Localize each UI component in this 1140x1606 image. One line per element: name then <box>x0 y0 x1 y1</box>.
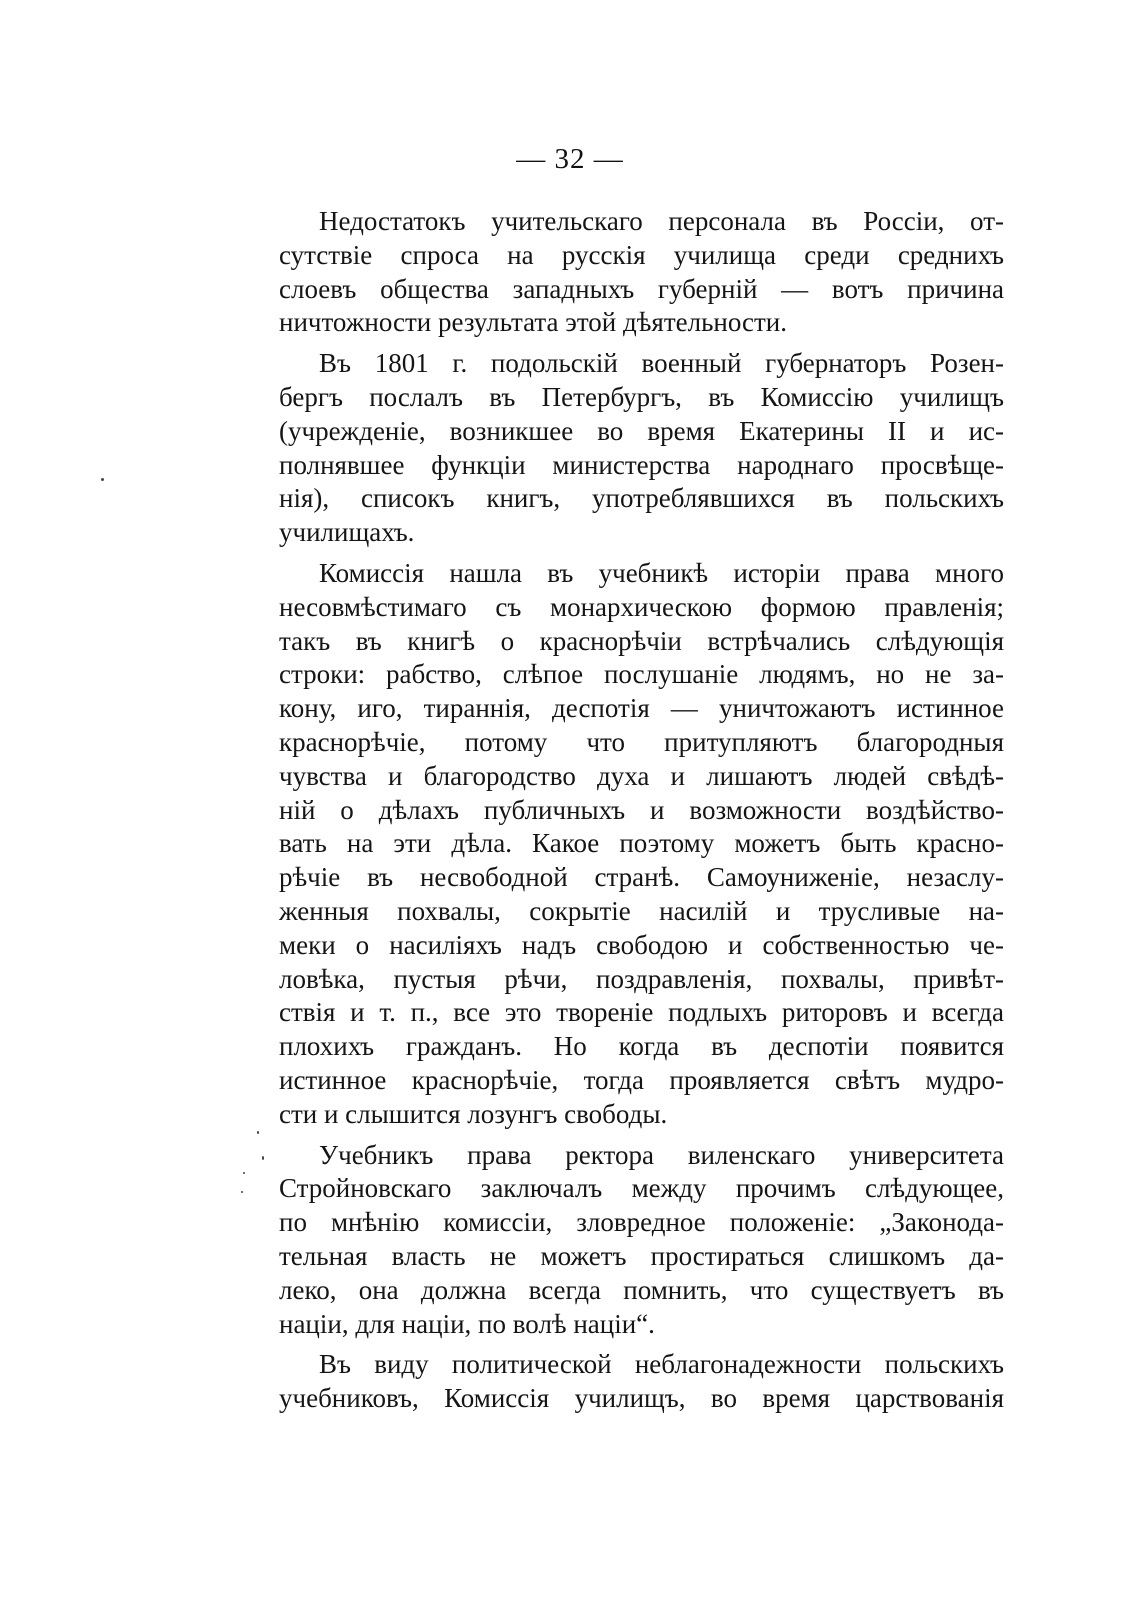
text-line: слоевъ общества западныхъ губерній — вотъ причина <box>279 273 1004 304</box>
text-line: училищахъ. <box>279 517 415 548</box>
text-line: Въ виду политической неблагонадежности польскихъ <box>319 1349 1004 1380</box>
scan-speck <box>241 1191 243 1193</box>
text-line: ній о дѣлахъ публичныхъ и возможности воздѣйство- <box>279 794 1004 825</box>
scan-speck <box>262 1156 264 1160</box>
text-line: по мнѣнію комиссіи, зловредное положеніе: „Законода- <box>279 1207 1004 1238</box>
text-line: бергъ послалъ въ Петербургъ, въ Комиссію училищъ <box>279 381 1004 412</box>
text-line: Комиссія нашла въ учебникѣ исторіи права много <box>319 557 1004 588</box>
text-line: Въ 1801 г. подольскій военный губернаторъ Розен- <box>319 348 1004 379</box>
paragraph-5 <box>279 1348 1004 1416</box>
paragraph-4 <box>279 1139 1004 1342</box>
scan-speck <box>101 478 104 481</box>
text-line: краснорѣчіе, потому что притупляютъ благородныя <box>279 726 1004 757</box>
scan-speck <box>243 1172 245 1174</box>
text-line: Недостатокъ учительскаго персонала въ Россіи, от- <box>319 206 1004 236</box>
text-line: леко, она должна всегда помнить, что существуетъ въ <box>279 1274 1004 1305</box>
page-number: — 32 — <box>516 143 624 175</box>
text-line: полнявшее функціи министерства народнаго просвѣще- <box>279 449 1004 480</box>
paragraph-2 <box>279 347 1004 550</box>
text-line: учебниковъ, Комиссія училищъ, во время царствованія <box>279 1383 1004 1414</box>
text-line: кону, иго, тираннія, деспотія — уничтожаютъ истинное <box>279 693 1004 724</box>
text-line: несовмѣстимаго съ монархическою формою правленія; <box>279 591 1004 622</box>
text-line: плохихъ гражданъ. Но когда въ деспотіи появится <box>279 1031 1004 1062</box>
text-line: ствія и т. п., все это твореніе подлыхъ риторовъ и всегда <box>279 997 1004 1028</box>
text-line: ничтожности результата этой дѣятельности. <box>279 307 787 338</box>
text-line: сутствіе спроса на русскія училища среди среднихъ <box>279 239 1004 270</box>
text-line: чувства и благородство духа и лишаютъ людей свѣдѣ- <box>279 760 1004 791</box>
text-line: рѣчіе въ несвободной странѣ. Самоуниженіе, незаслу- <box>279 862 1004 893</box>
text-line: (учрежденіе, возникшее во время Екатерины II и ис- <box>279 415 1004 446</box>
text-line: сти и слышится лозунгъ свободы. <box>279 1098 668 1129</box>
text-line: Учебникъ права ректора виленскаго университета <box>319 1139 1004 1170</box>
body-text <box>279 205 1004 1423</box>
text-line: такъ въ книгѣ о краснорѣчіи встрѣчались слѣдующія <box>279 625 1004 656</box>
text-line: нія), списокъ книгъ, употреблявшихся въ польскихъ <box>279 483 1004 514</box>
scan-speck <box>257 1131 259 1134</box>
paragraph-3 <box>279 557 1004 1132</box>
text-line: вать на эти дѣла. Какое поэтому можетъ быть красно- <box>279 828 1004 859</box>
text-line: ловѣка, пустыя рѣчи, поздравленія, похвалы, привѣт- <box>279 963 1004 994</box>
text-line: меки о насиліяхъ надъ свободою и собственностью че- <box>279 929 1004 960</box>
text-line: тельная власть не можетъ простираться слишкомъ да- <box>279 1240 1004 1271</box>
paragraph-1 <box>279 205 1004 340</box>
text-line: Стройновскаго заключалъ между прочимъ слѣдующее, <box>279 1173 1004 1204</box>
text-line: женныя похвалы, сокрытіе насилій и трусливые на- <box>279 895 1004 926</box>
text-line: націи, для націи, по волѣ націи“. <box>279 1308 655 1339</box>
text-line: строки: рабство, слѣпое послушаніе людямъ, но не за- <box>279 659 1004 690</box>
text-line: истинное краснорѣчіе, тогда проявляется свѣтъ мудро- <box>279 1064 1004 1095</box>
